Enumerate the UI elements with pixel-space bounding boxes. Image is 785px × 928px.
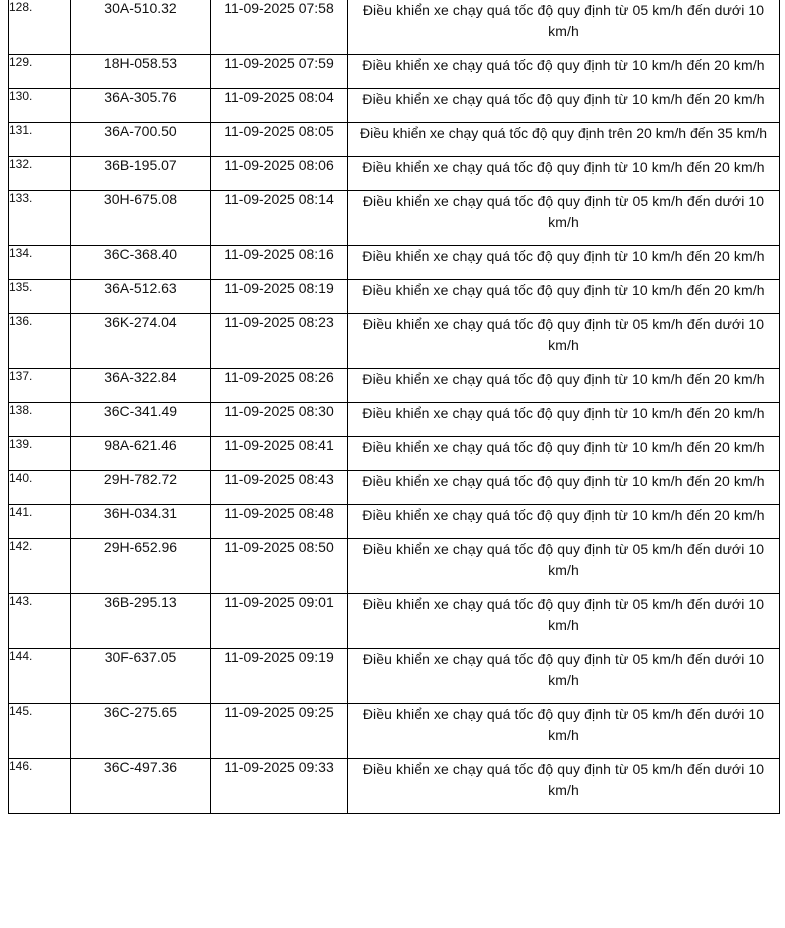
violation-description: Điều khiển xe chạy quá tốc độ quy định từ 10 km/h đến 20 km/h	[348, 55, 780, 89]
row-number: 144.	[9, 649, 71, 704]
violation-time: 11-09-2025 08:41	[211, 437, 348, 471]
table-row	[9, 704, 780, 759]
license-plate: 36A-322.84	[71, 369, 211, 403]
violation-description: Điều khiển xe chạy quá tốc độ quy định từ 05 km/h đến dưới 10 km/h	[348, 649, 780, 704]
table-row	[9, 594, 780, 649]
violation-time: 11-09-2025 07:58	[211, 0, 348, 55]
license-plate: 30H-675.08	[71, 191, 211, 246]
license-plate: 98A-621.46	[71, 437, 211, 471]
table-row	[9, 649, 780, 704]
violation-description: Điều khiển xe chạy quá tốc độ quy định từ 05 km/h đến dưới 10 km/h	[348, 0, 780, 55]
license-plate: 18H-058.53	[71, 55, 211, 89]
row-number: 129.	[9, 55, 71, 89]
table-row	[9, 505, 780, 539]
license-plate: 36B-295.13	[71, 594, 211, 649]
violation-description: Điều khiển xe chạy quá tốc độ quy định từ 05 km/h đến dưới 10 km/h	[348, 759, 780, 814]
violation-time: 11-09-2025 08:23	[211, 314, 348, 369]
violations-table	[8, 0, 780, 814]
table-row	[9, 157, 780, 191]
row-number: 139.	[9, 437, 71, 471]
violation-description: Điều khiển xe chạy quá tốc độ quy định từ 10 km/h đến 20 km/h	[348, 280, 780, 314]
row-number: 136.	[9, 314, 71, 369]
table-row	[9, 55, 780, 89]
violation-time: 11-09-2025 08:04	[211, 89, 348, 123]
row-number: 146.	[9, 759, 71, 814]
row-number: 138.	[9, 403, 71, 437]
violation-time: 11-09-2025 09:25	[211, 704, 348, 759]
row-number: 145.	[9, 704, 71, 759]
row-number: 142.	[9, 539, 71, 594]
row-number: 141.	[9, 505, 71, 539]
violation-time: 11-09-2025 08:26	[211, 369, 348, 403]
violation-description: Điều khiển xe chạy quá tốc độ quy định từ 05 km/h đến dưới 10 km/h	[348, 314, 780, 369]
table-row	[9, 89, 780, 123]
license-plate: 29H-652.96	[71, 539, 211, 594]
table-row	[9, 437, 780, 471]
table-row	[9, 369, 780, 403]
license-plate: 36K-274.04	[71, 314, 211, 369]
license-plate: 36C-341.49	[71, 403, 211, 437]
row-number: 132.	[9, 157, 71, 191]
table-row	[9, 191, 780, 246]
violation-time: 11-09-2025 08:16	[211, 246, 348, 280]
violation-time: 11-09-2025 08:06	[211, 157, 348, 191]
table-row	[9, 539, 780, 594]
row-number: 137.	[9, 369, 71, 403]
violation-time: 11-09-2025 08:30	[211, 403, 348, 437]
license-plate: 36B-195.07	[71, 157, 211, 191]
table-row	[9, 123, 780, 157]
license-plate: 36A-700.50	[71, 123, 211, 157]
violation-time: 11-09-2025 08:50	[211, 539, 348, 594]
license-plate: 29H-782.72	[71, 471, 211, 505]
row-number: 128.	[9, 0, 71, 55]
violation-time: 11-09-2025 08:48	[211, 505, 348, 539]
violation-description: Điều khiển xe chạy quá tốc độ quy định từ 05 km/h đến dưới 10 km/h	[348, 191, 780, 246]
violation-time: 11-09-2025 08:19	[211, 280, 348, 314]
table-row	[9, 280, 780, 314]
violation-time: 11-09-2025 08:05	[211, 123, 348, 157]
violation-description: Điều khiển xe chạy quá tốc độ quy định từ 05 km/h đến dưới 10 km/h	[348, 594, 780, 649]
license-plate: 36C-497.36	[71, 759, 211, 814]
violation-time: 11-09-2025 09:01	[211, 594, 348, 649]
violation-description: Điều khiển xe chạy quá tốc độ quy định trên 20 km/h đến 35 km/h	[348, 123, 780, 157]
row-number: 133.	[9, 191, 71, 246]
license-plate: 36A-305.76	[71, 89, 211, 123]
table-row	[9, 0, 780, 55]
violation-time: 11-09-2025 09:19	[211, 649, 348, 704]
violations-table-body	[9, 0, 780, 814]
license-plate: 30F-637.05	[71, 649, 211, 704]
license-plate: 36C-368.40	[71, 246, 211, 280]
table-row	[9, 246, 780, 280]
violation-time: 11-09-2025 07:59	[211, 55, 348, 89]
row-number: 143.	[9, 594, 71, 649]
table-row	[9, 471, 780, 505]
violation-description: Điều khiển xe chạy quá tốc độ quy định từ 10 km/h đến 20 km/h	[348, 437, 780, 471]
row-number: 135.	[9, 280, 71, 314]
violation-description: Điều khiển xe chạy quá tốc độ quy định từ 05 km/h đến dưới 10 km/h	[348, 704, 780, 759]
row-number: 130.	[9, 89, 71, 123]
violation-time: 11-09-2025 08:14	[211, 191, 348, 246]
license-plate: 36H-034.31	[71, 505, 211, 539]
violation-description: Điều khiển xe chạy quá tốc độ quy định từ 05 km/h đến dưới 10 km/h	[348, 539, 780, 594]
row-number: 131.	[9, 123, 71, 157]
row-number: 140.	[9, 471, 71, 505]
license-plate: 36A-512.63	[71, 280, 211, 314]
violation-description: Điều khiển xe chạy quá tốc độ quy định từ 10 km/h đến 20 km/h	[348, 246, 780, 280]
violation-description: Điều khiển xe chạy quá tốc độ quy định từ 10 km/h đến 20 km/h	[348, 369, 780, 403]
violation-time: 11-09-2025 09:33	[211, 759, 348, 814]
violation-time: 11-09-2025 08:43	[211, 471, 348, 505]
violation-description: Điều khiển xe chạy quá tốc độ quy định từ 10 km/h đến 20 km/h	[348, 505, 780, 539]
table-row	[9, 403, 780, 437]
table-row	[9, 759, 780, 814]
violation-description: Điều khiển xe chạy quá tốc độ quy định từ 10 km/h đến 20 km/h	[348, 89, 780, 123]
table-row	[9, 314, 780, 369]
license-plate: 36C-275.65	[71, 704, 211, 759]
violation-description: Điều khiển xe chạy quá tốc độ quy định từ 10 km/h đến 20 km/h	[348, 403, 780, 437]
row-number: 134.	[9, 246, 71, 280]
license-plate: 30A-510.32	[71, 0, 211, 55]
violation-description: Điều khiển xe chạy quá tốc độ quy định từ 10 km/h đến 20 km/h	[348, 471, 780, 505]
violation-description: Điều khiển xe chạy quá tốc độ quy định từ 10 km/h đến 20 km/h	[348, 157, 780, 191]
